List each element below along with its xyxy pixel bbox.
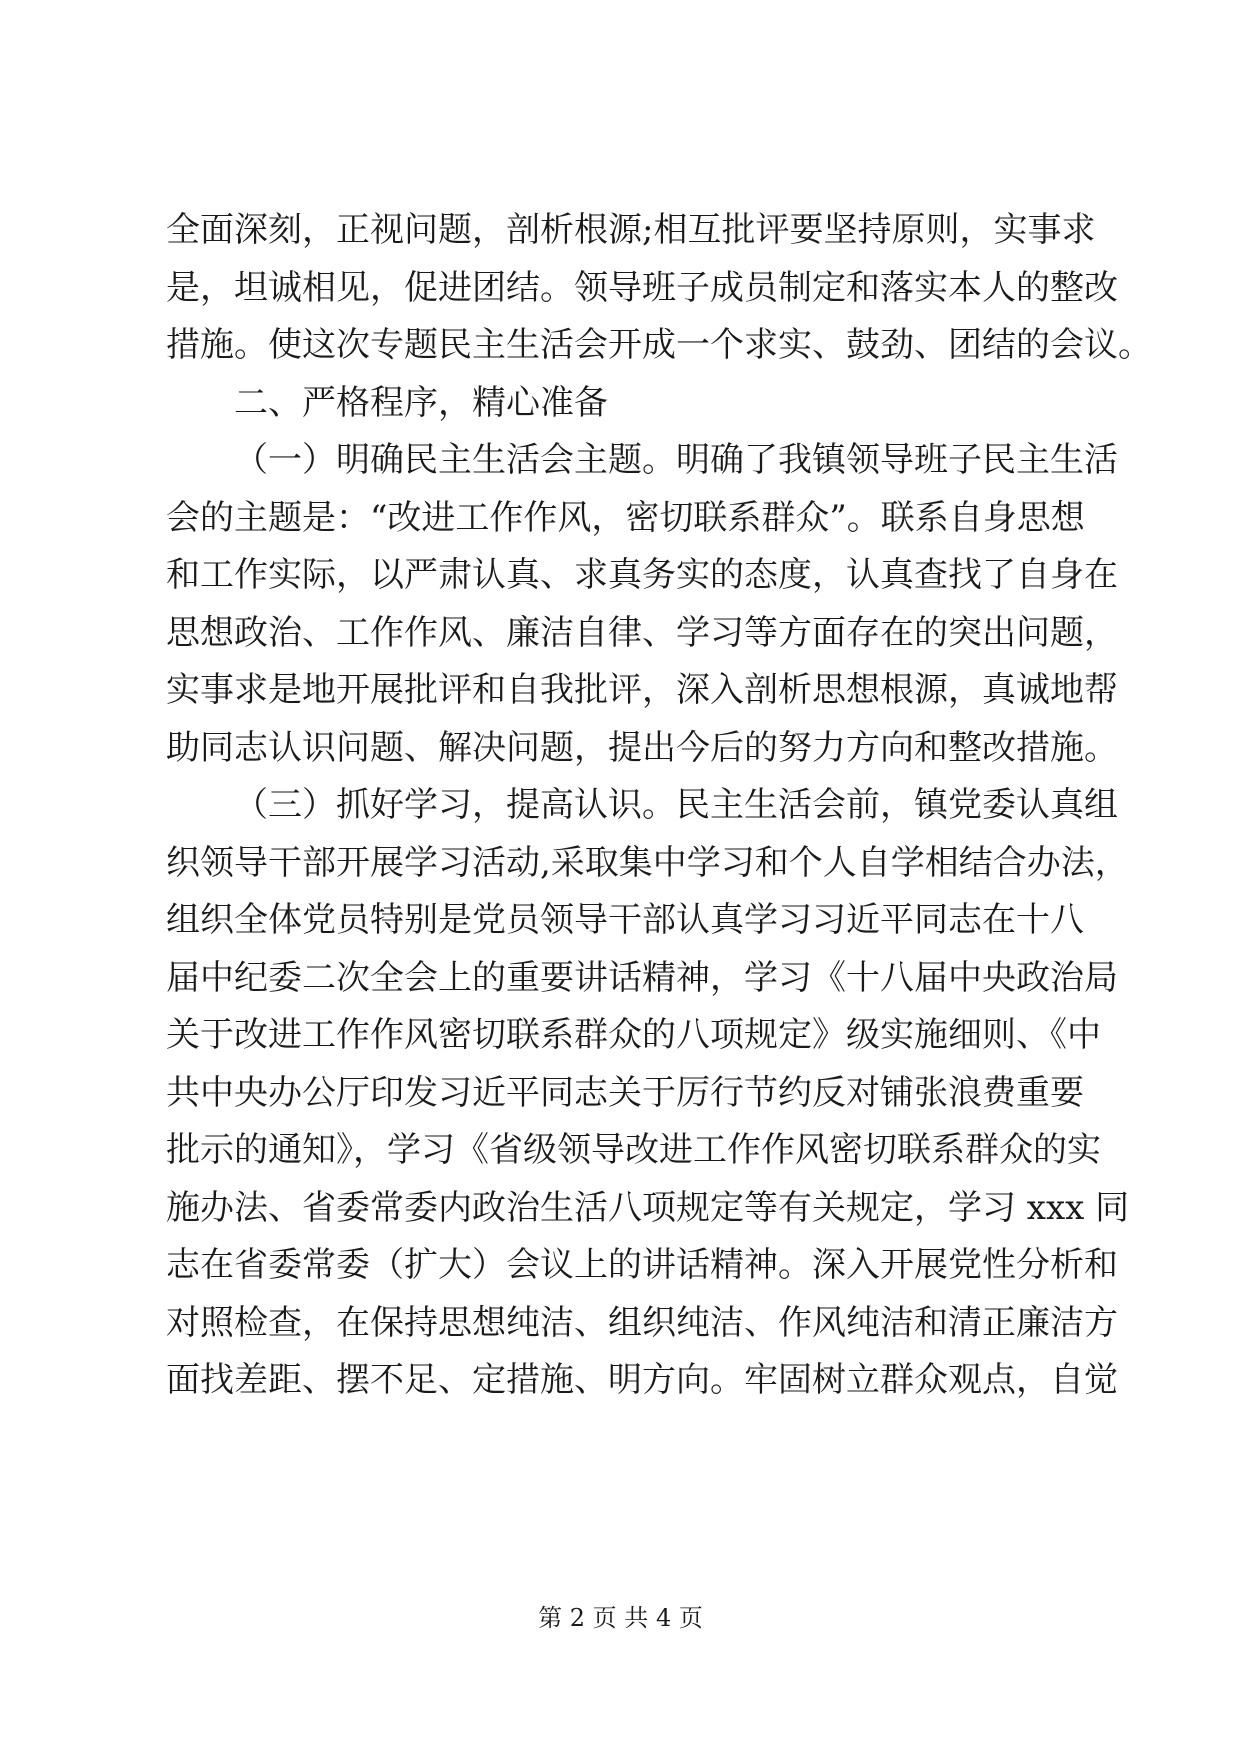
paragraph-line: （三）抓好学习，提高认识。民主生活会前，镇党委认真组 [234,785,1118,825]
paragraph-line: 对照检查，在保持思想纯洁、组织纯洁、作风纯洁和清正廉洁方 [166,1302,1118,1343]
paragraph-line: 组织全体党员特别是党员领导干部认真学习习近平同志在十八 [166,900,1084,940]
paragraph-line: 是，坦诚相见，促进团结。领导班子成员制定和落实本人的整改 [166,267,1118,308]
paragraph-line: 共中央办公厅印发习近平同志关于厉行节约反对铺张浪费重要 [166,1072,1084,1113]
paragraph-line: 志在省委常委（扩大）会议上的讲话精神。深入开展党性分析和 [166,1245,1118,1285]
page-footer: 第 2 页 共 4 页 [538,1604,703,1632]
paragraph-line: 全面深刻，正视问题，剖析根源;相互批评要坚持原则，实事求 [166,210,1096,250]
paragraph-line: （一）明确民主生活会主题。明确了我镇领导班子民主生活 [234,440,1118,480]
paragraph-line: 面找差距、摆不足、定措施、明方向。牢固树立群众观点，自觉 [166,1360,1118,1400]
paragraph-line: 批示的通知》，学习《省级领导改进工作作风密切联系群众的实 [166,1130,1101,1170]
paragraph-line: 关于改进工作作风密切联系群众的八项规定》级实施细则、《中 [166,1015,1101,1055]
paragraph-line: 和工作实际，以严肃认真、求真务实的态度，认真查找了自身在 [166,555,1118,595]
paragraph-line: 织领导干部开展学习活动,采取集中学习和个人自学相结合办法， [166,842,1129,883]
paragraph-line: 会的主题是：“改进工作作风，密切联系群众”。联系自身思想 [166,497,1085,538]
paragraph-line: 实事求是地开展批评和自我批评，深入剖析思想根源，真诚地帮 [166,670,1118,710]
paragraph-line: 思想政治、工作作风、廉洁自律、学习等方面存在的突出问题， [166,612,1118,653]
paragraph-line: 措施。使这次专题民主生活会开成一个求实、鼓劲、团结的会议。 [166,325,1152,365]
paragraph-line: 助同志认识问题、解决问题，提出今后的努力方向和整改措施。 [166,727,1118,768]
paragraph-line: 二、严格程序，精心准备 [234,382,608,423]
paragraph-line: 届中纪委二次全会上的重要讲话精神，学习《十八届中央政治局 [166,957,1118,998]
paragraph-line: 施办法、省委常委内政治生活八项规定等有关规定，学习 xxx 同 [166,1187,1130,1228]
